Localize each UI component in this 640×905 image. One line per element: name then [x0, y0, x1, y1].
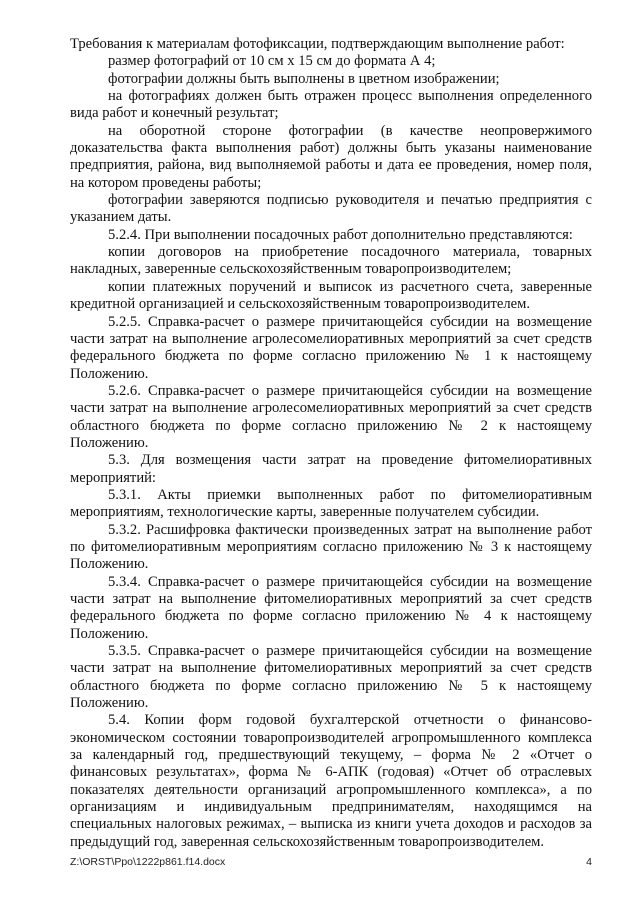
paragraph-5-3-1: 5.3.1. Акты приемки выполненных работ по фитомелиоративным мероприятиям, технологические карты, заверенные получателем субсидии. [70, 486, 592, 521]
paragraph-5-3-2: 5.3.2. Расшифровка фактически произведенных затрат на выполнение работ по фитомелиоративным мероприятиям согласно приложению № 3 к настоящему Положению. [70, 521, 592, 573]
page-number: 4 [586, 856, 592, 868]
paragraph-photo-requirements: Требования к материалам фотофиксации, подтверждающим выполнение работ: [70, 36, 565, 52]
paragraph-payment-copies: копии платежных поручений и выписок из расчетного счета, заверенные кредитной организацией и сельскохозяйственным товаропроизводителем. [70, 278, 592, 313]
paragraph-5-3: 5.3. Для возмещения части затрат на проведение фитомелиоративных мероприятий: [70, 452, 592, 486]
paragraph-5-2-6: 5.2.6. Справка-расчет о размере причитающейся субсидии на возмещение части затрат на выполнение агролесомелиоративных мероприятий за счет средств областного бюджета по форме согласно приложению № 2 к настоящему Положению. [70, 382, 592, 451]
paragraph-photo-color: фотографии должны быть выполнены в цветном изображении; [108, 70, 500, 87]
paragraph-5-2-5: 5.2.5. Справка-расчет о размере причитающейся субсидии на возмещение части затрат на выполнение агролесомелиоративных мероприятий за счет средств федерального бюджета по форме согласно приложению № 1 к настоящему Положению. [70, 313, 592, 382]
paragraph-contract-copies: копии договоров на приобретение посадочного материала, товарных накладных, заверенные сельскохозяйственным товаропроизводителем; [70, 244, 592, 278]
page-footer [70, 856, 592, 868]
paragraph-photo-reverse-side: на оборотной стороне фотографии (в качестве неопровержимого доказательства факта выполнения работ) должны быть указаны наименование предприятия, района, вид выполняемой работы и дата ее проведения, номер поля, на котором проведены работы; [70, 122, 592, 191]
paragraph-5-4: 5.4. Копии форм годовой бухгалтерской отчетности о финансово-экономическом состоянии товаропроизводителей агропромышленного комплекса за календарный год, предшествующий текущему, – форма № 2 «Отчет о финансовых результатах», форма № 6-АПК (годовая) «Отчет об отраслевых показателях деятельности организаций агропромышленного комплекса», а по организациям и индивидуальным предпринимателям, находящимся на специальных налоговых режимах, – выписка из книги учета доходов и расходов за предыдущий год, заверенная сельскохозяйственным товаропроизводителем. [70, 712, 592, 850]
paragraph-5-2-4: 5.2.4. При выполнении посадочных работ дополнительно представляются: [108, 226, 573, 243]
document-body [70, 36, 592, 851]
paragraph-5-3-5: 5.3.5. Справка-расчет о размере причитающейся субсидии на возмещение части затрат на выполнение фитомелиоративных мероприятий за счет средств областного бюджета по форме согласно приложению № 5 к настоящему Положению. [70, 643, 592, 712]
paragraph-photo-size: размер фотографий от 10 см x 15 см до формата А 4; [108, 53, 436, 70]
paragraph-photo-process: на фотографиях должен быть отражен процесс выполнения определенного вида работ и конечный результат; [70, 88, 592, 122]
paragraph-photo-certification: фотографии заверяются подписью руководителя и печатью предприятия с указанием даты. [70, 192, 592, 226]
paragraph-5-3-4: 5.3.4. Справка-расчет о размере причитающейся субсидии на возмещение части затрат на выполнение фитомелиоративных мероприятий за счет средств федерального бюджета по форме согласно приложению № 4 к настоящему Положению. [70, 573, 592, 642]
footer-file-path: Z:\ORST\Ppo\1222p861.f14.docx [70, 856, 226, 868]
